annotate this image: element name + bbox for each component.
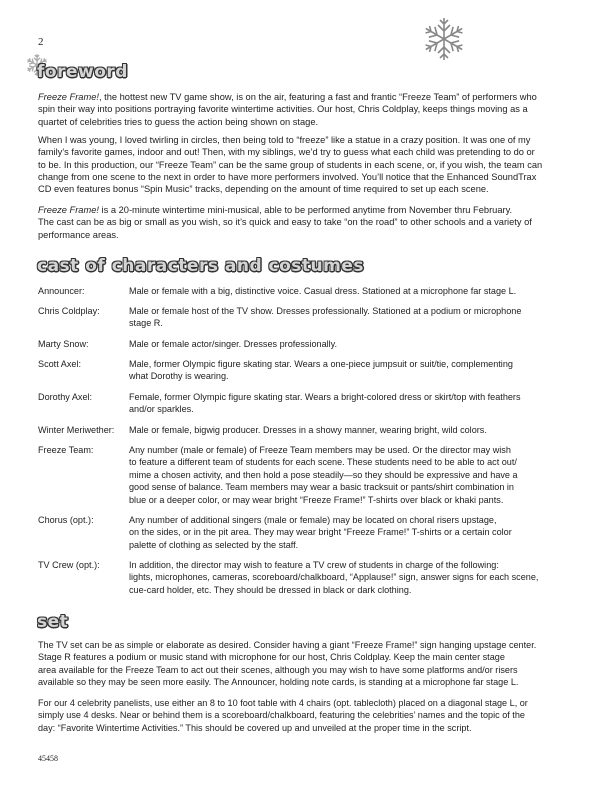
snowflake-icon <box>420 14 468 64</box>
role-description: palette of clothing as selected by the staff. <box>129 539 299 550</box>
role-name: Dorothy Axel: <box>38 392 93 402</box>
role-name: Chris Coldplay: <box>38 306 100 316</box>
text-line: change from one scene to the next in order to have more performers involved. You’ll notice that the Enhanced SoundTrax <box>38 171 537 182</box>
role-description: and/or sparkles. <box>129 404 194 415</box>
show-title: Freeze Frame! <box>38 92 99 102</box>
set-paragraph-2 <box>38 697 528 734</box>
text-line: The cast can be as big or small as you wish, so it’s quick and easy to take “on the road” to other schools and a variety of <box>38 217 532 228</box>
text-line: spin their way into positions portraying favorite wintertime activities. Our host, Chris Coldplay, keeps things moving as a <box>38 104 528 115</box>
role-name: Winter Meriwether: <box>38 425 115 435</box>
foreword-paragraph-2 <box>38 134 542 195</box>
text-line: quartet of celebrities tries to guess the action being shown on stage. <box>38 116 319 127</box>
role-name: Marty Snow: <box>38 339 89 349</box>
role-name: Freeze Team: <box>38 445 94 455</box>
text-line: Stage R features a podium or music stand with microphone for our host, Chris Coldplay. Keep the main center stage <box>38 652 505 663</box>
text-line: The TV set can be as simple or elaborate as desired. Consider having a giant “Freeze Frame!” sign hanging upstage center. <box>38 640 537 650</box>
text-line: available so they may be seen more easily. The Announcer, holding note cards, is standing at a microphone far stage L. <box>38 677 519 688</box>
foreword-paragraph-3 <box>38 204 532 241</box>
role-name: Chorus (opt.): <box>38 515 94 525</box>
foreword-paragraph-1 <box>38 91 537 128</box>
text-line: When I was young, I loved twirling in circles, then being told to “freeze” like a statue in a crazy position. It was one of my <box>38 135 531 145</box>
footer-code: 45458 <box>38 754 58 763</box>
text-line: family’s favorite games, indoor and out! Then, with my siblings, we’d try to guess what each child was pretending to do or <box>38 147 535 158</box>
set-paragraph-1 <box>38 639 536 689</box>
role-description: In addition, the director may wish to feature a TV crew of students in charge of the following: <box>129 560 499 570</box>
text-line: simply use 4 desks. Near or behind them is a scoreboard/chalkboard, featuring the celebrities’ names and the topic of the <box>38 710 525 721</box>
text-line: CD even features bonus “Spin Music” tracks, depending on the amount of time required to set up each scene. <box>38 184 489 195</box>
text-line: day: “Favorite Wintertime Activities.” This should be covered up and unveiled at the proper time in the script. <box>38 722 472 733</box>
role-description: Male or female actor/singer. Dresses professionally. <box>129 339 338 349</box>
text-line: is a 20-minute wintertime mini-musical, able to be performed anytime from November thru February. <box>98 205 513 215</box>
role-name: TV Crew (opt.): <box>38 560 100 570</box>
role-description: Female, former Olympic figure skating star. Wears a bright-colored dress or skirt/top with feathers <box>129 392 521 402</box>
role-description: what Dorothy is wearing. <box>129 371 229 382</box>
role-description: stage R. <box>129 318 163 329</box>
text-line: , the hottest new TV game show, is on the air, featuring a fast and frantic “Freeze Team” of performers who <box>98 92 537 102</box>
foreword-heading: foreword <box>37 62 128 82</box>
role-description: Male or female, bigwig producer. Dresses in a showy manner, wearing bright, wild colors. <box>129 425 487 435</box>
role-description: cue-card holder, etc. They should be dressed in black or dark clothing. <box>129 584 412 595</box>
role-description: good sense of balance. Team members may wear a basic tracksuit or pants/shirt combination in <box>129 482 514 493</box>
role-description: Male, former Olympic figure skating star. Wears a one-piece jumpsuit or suit/tie, complementing <box>129 359 513 369</box>
role-description: Any number (male or female) of Freeze Team members may be used. Or the director may wish <box>129 445 511 455</box>
role-description: Male or female host of the TV show. Dresses professionally. Stationed at a podium or microphone <box>129 306 522 316</box>
text-line: For our 4 celebrity panelists, use either an 8 to 10 foot table with 4 chairs (opt. tablecloth) placed on a diagonal stage L, or <box>38 698 528 708</box>
text-line: area available for the Freeze Team to act out their scenes, although you may wish to have some platforms and/or risers <box>38 664 518 675</box>
role-description: to feature a different team of students for each scene. These students need to be able to act out/ <box>129 457 517 468</box>
cast-heading: cast of characters and costumes <box>37 256 364 276</box>
role-description: mime a chosen activity, and then hold a pose steadily—so they should be expressive and have a <box>129 469 518 480</box>
role-name: Scott Axel: <box>38 359 81 369</box>
role-name: Announcer: <box>38 286 85 296</box>
show-title: Freeze Frame! <box>38 205 99 215</box>
page-number: 2 <box>38 36 44 48</box>
role-description: blue or a deeper color, or may wear bright “Freeze Frame!” T-shirts over black or khaki pants. <box>129 494 504 505</box>
role-description: Any number of additional singers (male or female) may be located on choral risers upstage, <box>129 515 497 525</box>
role-description: on the sides, or in the pit area. They may wear bright “Freeze Frame!” T-shirts or a certain color <box>129 527 512 538</box>
text-line: performance areas. <box>38 229 119 240</box>
role-description: lights, microphones, cameras, scoreboard/chalkboard, “Applause!” sign, answer signs for each scene, <box>129 572 539 583</box>
set-heading: set <box>37 612 69 632</box>
role-description: Male or female with a big, distinctive voice. Casual dress. Stationed at a microphone far stage L. <box>129 286 517 296</box>
text-line: to be. In this production, our “Freeze Team” can be the same group of students in each scene, or, if you wish, the team can <box>38 159 543 170</box>
